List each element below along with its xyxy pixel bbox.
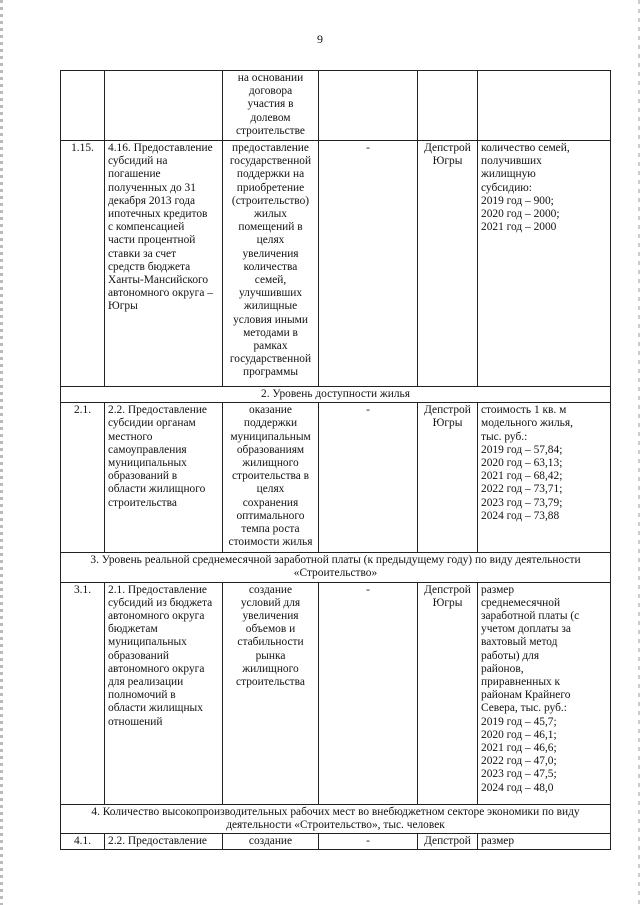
row-number xyxy=(61,71,105,141)
table-row xyxy=(61,71,611,141)
row-number: 4.1. xyxy=(61,834,105,850)
activity-cell: 2.2. Предоставление субсидии органам местного самоуправления муниципальных образований в области жилищного строительства xyxy=(105,403,223,553)
content-cell: на основании договора участия в долевом строительстве xyxy=(223,71,319,141)
content-cell: создание xyxy=(223,834,319,850)
page-number: 9 xyxy=(317,32,323,46)
content-cell: оказание поддержки муниципальным образованиям жилищного строительства в целях сохранения оптимального темпа роста стоимости жилья xyxy=(223,403,319,553)
table-row xyxy=(61,582,611,804)
executor-cell: Депстрой xyxy=(418,834,478,850)
row-number: 3.1. xyxy=(61,582,105,804)
dash-cell: - xyxy=(319,141,418,387)
activity-cell: 4.16. Предоставление субсидий на погашение полученных до 31 декабря 2013 года ипотечных кредитов с компенсацией части процентной ставки за счет средств бюджета Ханты-Мансийского автономного округа – Югры xyxy=(105,141,223,387)
section-title: 3. Уровень реальной среднемесячной заработной платы (к предыдущему году) по виду деятельности «Строительство» xyxy=(61,553,611,582)
indicator-cell: размер среднемесячной заработной платы (с учетом доплаты за вахтовый метод работы) для районов, приравненных к районам Крайнего Севера, тыс. руб.: 2019 год – 45,7; 2020 год – 46,1; 2021 год – 46,6; 2022 год – 47,0; 2023 год – 47,5; 2024 год – 48,0 xyxy=(478,582,611,804)
program-activities-table xyxy=(60,70,611,850)
content-cell: создание условий для увеличения объемов и стабильности рынка жилищного строительства xyxy=(223,582,319,804)
indicator-cell: стоимость 1 кв. м модельного жилья, тыс. руб.: 2019 год – 57,84; 2020 год – 63,13; 2021 год – 68,42; 2022 год – 73,71; 2023 год – 73,79; 2024 год – 73,88 xyxy=(478,403,611,553)
executor-cell: Депстрой Югры xyxy=(418,141,478,387)
section-header-row xyxy=(61,553,611,582)
section-title: 4. Количество высокопроизводительных рабочих мест во внебюджетном секторе экономики по виду деятельности «Строительство», тыс. человек xyxy=(61,804,611,833)
dash-cell: - xyxy=(319,834,418,850)
dash-cell: - xyxy=(319,403,418,553)
executor-cell xyxy=(418,71,478,141)
activity-cell: 2.2. Предоставление xyxy=(105,834,223,850)
section-header-row xyxy=(61,387,611,403)
indicator-cell: количество семей, получивших жилищную субсидию: 2019 год – 900; 2020 год – 2000; 2021 год – 2000 xyxy=(478,141,611,387)
table-row xyxy=(61,141,611,387)
activity-cell: 2.1. Предоставление субсидий из бюджета автономного округа бюджетам муниципальных образований автономного округа для реализации полномочий в области жилищных отношений xyxy=(105,582,223,804)
activity-cell xyxy=(105,71,223,141)
dash-cell xyxy=(319,71,418,141)
table-row xyxy=(61,403,611,553)
table-row xyxy=(61,834,611,850)
scan-left-edge xyxy=(0,0,3,905)
executor-cell: Депстрой Югры xyxy=(418,582,478,804)
row-number: 1.15. xyxy=(61,141,105,387)
indicator-cell: размер xyxy=(478,834,611,850)
indicator-cell xyxy=(478,71,611,141)
section-header-row xyxy=(61,804,611,833)
dash-cell: - xyxy=(319,582,418,804)
executor-cell: Депстрой Югры xyxy=(418,403,478,553)
section-title: 2. Уровень доступности жилья xyxy=(61,387,611,403)
row-number: 2.1. xyxy=(61,403,105,553)
content-cell: предоставление государственной поддержки на приобретение (строительство) жилых помещений в целях увеличения количества семей, улучшивших жилищные условия иными методами в рамках государственной программы xyxy=(223,141,319,387)
